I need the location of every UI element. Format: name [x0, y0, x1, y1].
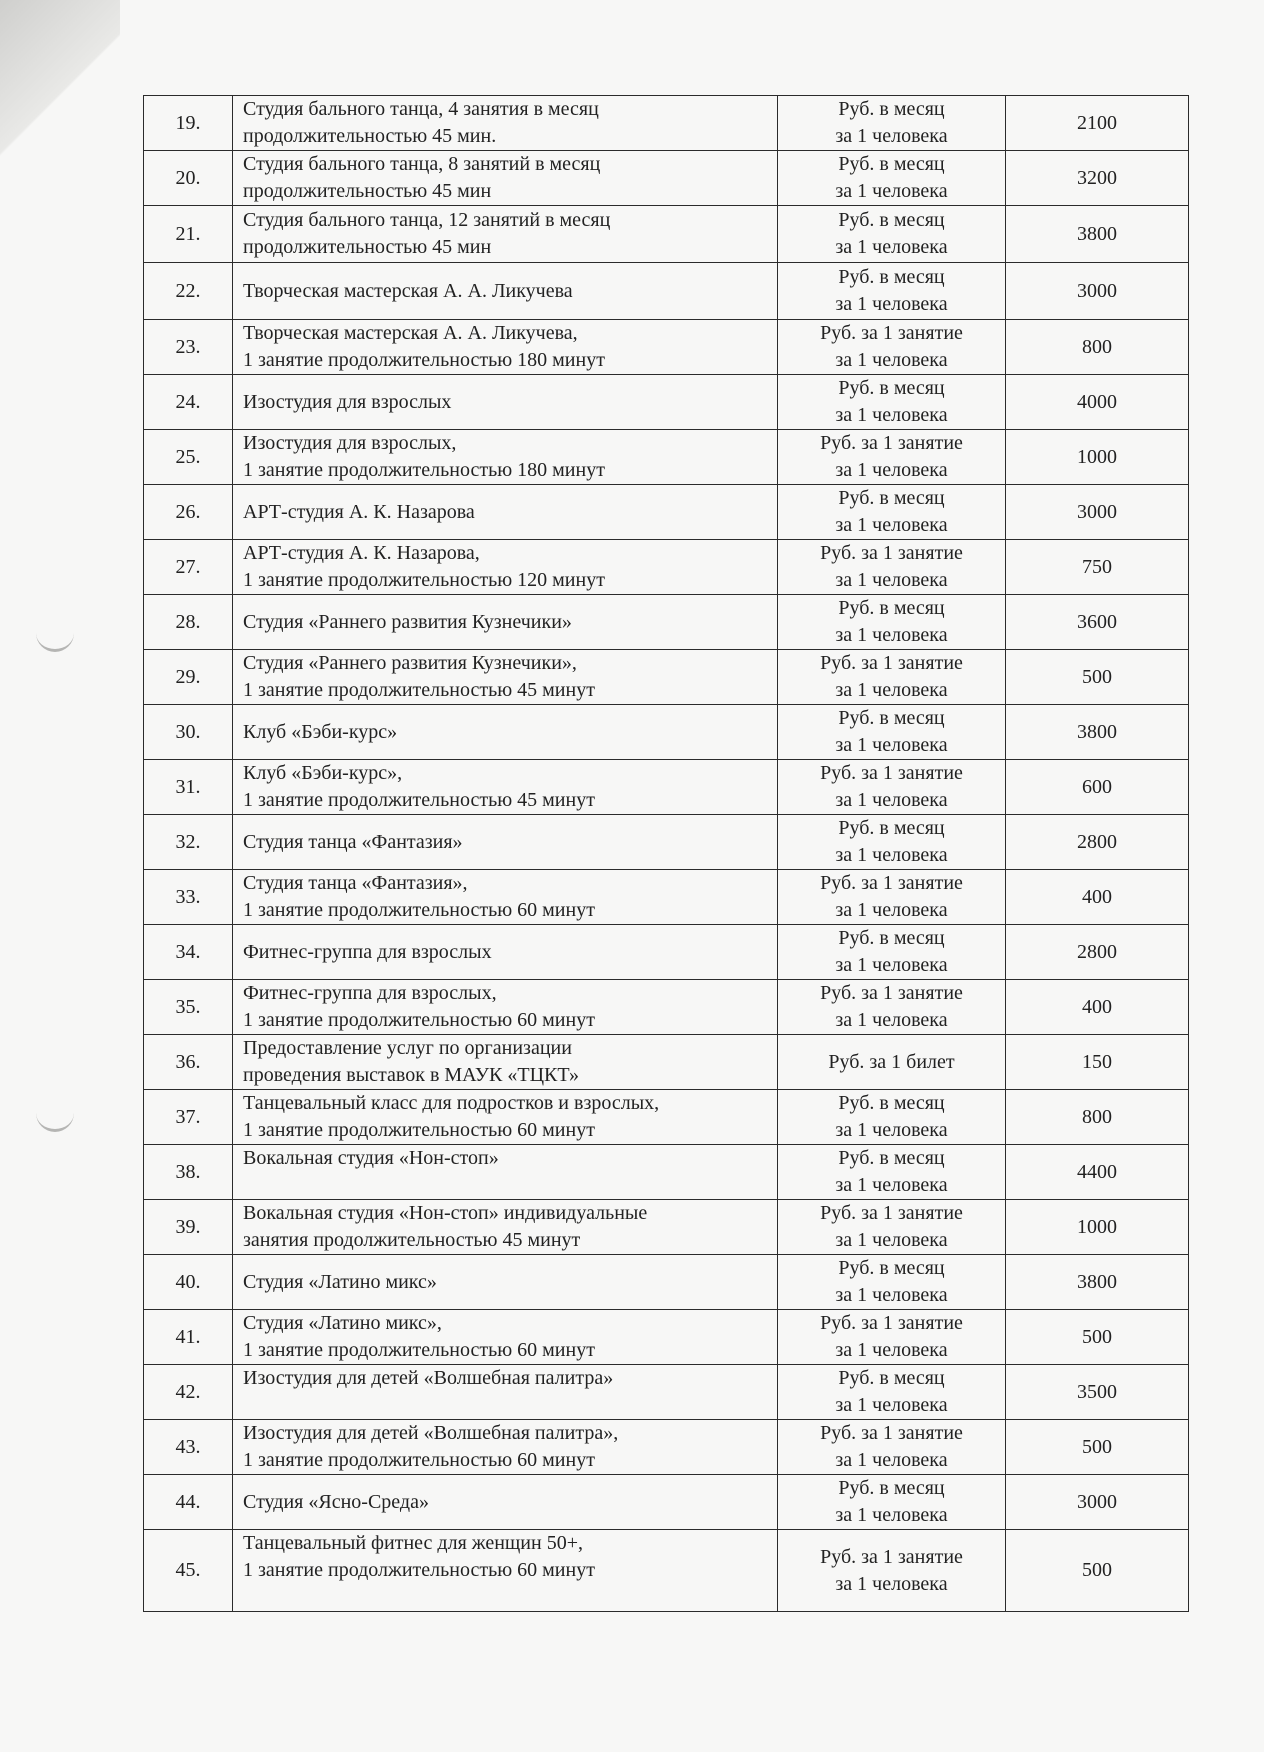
service-name-line: 1 занятие продолжительностью 60 минут	[243, 1009, 595, 1031]
unit-cell	[778, 815, 1006, 870]
unit-line: за 1 человека	[835, 624, 948, 646]
service-name-line: продолжительностью 45 мин.	[243, 125, 497, 147]
unit-cell	[778, 206, 1006, 263]
unit-line: за 1 человека	[835, 1284, 948, 1306]
service-name-cell	[233, 206, 778, 263]
unit-line: за 1 человека	[835, 899, 948, 921]
unit-line: Руб. за 1 занятие	[820, 542, 963, 564]
unit-line: Руб. в месяц	[838, 1477, 945, 1499]
service-name-cell	[233, 1145, 778, 1200]
unit-line: за 1 человека	[835, 1229, 948, 1251]
price-cell: 500	[1006, 1420, 1189, 1475]
row-number: 19.	[144, 96, 233, 151]
row-number: 32.	[144, 815, 233, 870]
price-cell: 400	[1006, 870, 1189, 925]
unit-cell	[778, 1475, 1006, 1530]
service-name-cell	[233, 1310, 778, 1365]
unit-line: Руб. за 1 занятие	[820, 652, 963, 674]
row-number: 24.	[144, 375, 233, 430]
service-name-line: Вокальная студия «Нон-стоп»	[243, 1147, 499, 1169]
table-row	[144, 1365, 1189, 1420]
table-row	[144, 980, 1189, 1035]
service-name-cell	[233, 760, 778, 815]
price-cell: 750	[1006, 540, 1189, 595]
service-name-line: Вокальная студия «Нон-стоп» индивидуальные	[243, 1202, 648, 1224]
service-name-cell	[233, 375, 778, 430]
service-name-line: Клуб «Бэби-курс»,	[243, 762, 403, 784]
unit-line: Руб. за 1 занятие	[820, 432, 963, 454]
price-cell: 400	[1006, 980, 1189, 1035]
service-name-cell	[233, 1090, 778, 1145]
unit-line: за 1 человека	[835, 734, 948, 756]
price-cell: 2800	[1006, 815, 1189, 870]
service-name-line: 1 занятие продолжительностью 45 минут	[243, 789, 595, 811]
unit-cell	[778, 760, 1006, 815]
unit-line: Руб. за 1 билет	[828, 1050, 955, 1073]
service-name-line: Студия танца «Фантазия»	[243, 830, 463, 853]
row-number: 37.	[144, 1090, 233, 1145]
service-name-line: продолжительностью 45 мин	[243, 236, 492, 258]
row-number: 41.	[144, 1310, 233, 1365]
service-name-line: Клуб «Бэби-курс»	[243, 720, 398, 743]
table-row	[144, 870, 1189, 925]
unit-cell	[778, 485, 1006, 540]
price-cell: 1000	[1006, 430, 1189, 485]
unit-line: за 1 человека	[835, 789, 948, 811]
unit-cell	[778, 1310, 1006, 1365]
service-name-cell	[233, 980, 778, 1035]
table-row	[144, 151, 1189, 206]
punch-hole-mark	[36, 625, 74, 652]
service-name-cell	[233, 540, 778, 595]
service-name-line: Изостудия для детей «Волшебная палитра»	[243, 1367, 614, 1389]
table-row	[144, 485, 1189, 540]
unit-line: Руб. в месяц	[838, 597, 945, 619]
price-cell: 3800	[1006, 206, 1189, 263]
unit-line: Руб. в месяц	[838, 1257, 945, 1279]
service-name-cell	[233, 595, 778, 650]
unit-cell	[778, 1365, 1006, 1420]
unit-line: за 1 человека	[835, 349, 948, 371]
price-cell: 4000	[1006, 375, 1189, 430]
unit-line: за 1 человека	[835, 459, 948, 481]
unit-line: за 1 человека	[835, 514, 948, 536]
price-cell: 3500	[1006, 1365, 1189, 1420]
table-row	[144, 595, 1189, 650]
unit-line: Руб. в месяц	[838, 153, 945, 175]
unit-cell	[778, 980, 1006, 1035]
unit-line: за 1 человека	[835, 1174, 948, 1196]
unit-line: за 1 человека	[835, 679, 948, 701]
row-number: 25.	[144, 430, 233, 485]
unit-line: за 1 человека	[835, 1394, 948, 1416]
unit-line: за 1 человека	[835, 1449, 948, 1471]
unit-line: Руб. в месяц	[838, 98, 945, 120]
price-cell: 3000	[1006, 485, 1189, 540]
service-name-line: Изостудия для взрослых,	[243, 432, 457, 454]
service-name-cell	[233, 1365, 778, 1420]
service-name-line: занятия продолжительностью 45 минут	[243, 1229, 581, 1251]
service-name-cell	[233, 1035, 778, 1090]
price-cell: 800	[1006, 320, 1189, 375]
price-cell: 2100	[1006, 96, 1189, 151]
unit-cell	[778, 1090, 1006, 1145]
unit-line: за 1 человека	[835, 404, 948, 426]
price-cell: 150	[1006, 1035, 1189, 1090]
unit-line: Руб. в месяц	[838, 266, 945, 288]
unit-line: Руб. в месяц	[838, 1147, 945, 1169]
table-row	[144, 1090, 1189, 1145]
unit-line: Руб. за 1 занятие	[820, 1545, 963, 1568]
row-number: 20.	[144, 151, 233, 206]
unit-line: Руб. в месяц	[838, 487, 945, 509]
price-table-body	[144, 96, 1189, 1612]
row-number: 45.	[144, 1530, 233, 1612]
service-name-line: АРТ-студия А. К. Назарова,	[243, 542, 480, 564]
table-row	[144, 96, 1189, 151]
row-number: 43.	[144, 1420, 233, 1475]
service-name-line: продолжительностью 45 мин	[243, 180, 492, 202]
price-cell: 4400	[1006, 1145, 1189, 1200]
unit-line: за 1 человека	[835, 954, 948, 976]
table-row	[144, 540, 1189, 595]
service-name-cell	[233, 485, 778, 540]
service-name-line: Изостудия для взрослых	[243, 390, 452, 413]
service-name-line: Предоставление услуг по организации	[243, 1037, 572, 1059]
service-name-line: Студия «Ясно-Среда»	[243, 1490, 429, 1513]
service-name-line: Студия «Раннего развития Кузнечики»,	[243, 652, 577, 674]
row-number: 42.	[144, 1365, 233, 1420]
service-name-cell	[233, 815, 778, 870]
unit-line: Руб. в месяц	[838, 927, 945, 949]
table-row	[144, 1530, 1189, 1612]
service-name-line: Студия бального танца, 8 занятий в месяц	[243, 153, 601, 175]
service-name-line	[243, 1392, 777, 1419]
unit-line: за 1 человека	[835, 569, 948, 591]
price-cell: 2800	[1006, 925, 1189, 980]
service-name-line: Студия бального танца, 12 занятий в месяц	[243, 209, 611, 231]
service-name-line: 1 занятие продолжительностью 60 минут	[243, 1119, 595, 1141]
price-cell: 3200	[1006, 151, 1189, 206]
table-row	[144, 705, 1189, 760]
service-name-cell	[233, 1255, 778, 1310]
row-number: 27.	[144, 540, 233, 595]
service-name-cell	[233, 320, 778, 375]
service-name-cell	[233, 925, 778, 980]
service-name-line: 1 занятие продолжительностью 60 минут	[243, 899, 595, 921]
table-row	[144, 1310, 1189, 1365]
table-row	[144, 263, 1189, 320]
unit-line: за 1 человека	[835, 125, 948, 147]
service-name-line: проведения выставок в МАУК «ТЦКТ»	[243, 1064, 580, 1086]
service-name-cell	[233, 151, 778, 206]
unit-line: Руб. за 1 занятие	[820, 982, 963, 1004]
price-cell: 3000	[1006, 1475, 1189, 1530]
unit-line: Руб. за 1 занятие	[820, 1312, 963, 1334]
table-row	[144, 320, 1189, 375]
service-name-line	[243, 1584, 777, 1611]
unit-line: Руб. за 1 занятие	[820, 762, 963, 784]
unit-cell	[778, 1420, 1006, 1475]
service-name-cell	[233, 705, 778, 760]
price-cell: 3000	[1006, 263, 1189, 320]
price-cell: 800	[1006, 1090, 1189, 1145]
service-name-line: Танцевальный класс для подростков и взрослых,	[243, 1092, 660, 1114]
punch-hole-mark	[36, 1105, 74, 1132]
service-name-line: 1 занятие продолжительностью 180 минут	[243, 349, 605, 371]
table-row	[144, 760, 1189, 815]
table-row	[144, 1035, 1189, 1090]
row-number: 30.	[144, 705, 233, 760]
price-cell: 500	[1006, 650, 1189, 705]
price-cell: 500	[1006, 1310, 1189, 1365]
table-row	[144, 375, 1189, 430]
service-name-line: Студия «Раннего развития Кузнечики»	[243, 610, 572, 633]
unit-cell	[778, 540, 1006, 595]
unit-line: Руб. в месяц	[838, 707, 945, 729]
service-name-cell	[233, 650, 778, 705]
service-name-line: Фитнес-группа для взрослых,	[243, 982, 497, 1004]
row-number: 34.	[144, 925, 233, 980]
service-name-cell	[233, 96, 778, 151]
price-cell: 3800	[1006, 705, 1189, 760]
service-name-line: Творческая мастерская А. А. Ликучева	[243, 279, 573, 302]
service-name-cell	[233, 263, 778, 320]
row-number: 21.	[144, 206, 233, 263]
service-name-line: 1 занятие продолжительностью 60 минут	[243, 1339, 595, 1361]
price-list-page	[143, 95, 1189, 1612]
table-row	[144, 206, 1189, 263]
unit-line: за 1 человека	[835, 844, 948, 866]
unit-cell	[778, 1255, 1006, 1310]
row-number: 40.	[144, 1255, 233, 1310]
row-number: 22.	[144, 263, 233, 320]
table-row	[144, 650, 1189, 705]
unit-cell	[778, 1200, 1006, 1255]
unit-cell	[778, 375, 1006, 430]
unit-cell	[778, 595, 1006, 650]
unit-line: Руб. в месяц	[838, 377, 945, 399]
unit-cell	[778, 430, 1006, 485]
service-name-line: Фитнес-группа для взрослых	[243, 940, 492, 963]
service-name-cell	[233, 1530, 778, 1612]
unit-line: Руб. за 1 занятие	[820, 322, 963, 344]
row-number: 39.	[144, 1200, 233, 1255]
service-name-line: 1 занятие продолжительностью 180 минут	[243, 459, 605, 481]
table-row	[144, 1255, 1189, 1310]
table-row	[144, 925, 1189, 980]
unit-cell	[778, 1035, 1006, 1090]
unit-line: за 1 человека	[835, 1504, 948, 1526]
unit-cell	[778, 705, 1006, 760]
unit-cell	[778, 263, 1006, 320]
service-name-line: Студия «Латино микс»	[243, 1270, 437, 1293]
service-name-cell	[233, 1475, 778, 1530]
row-number: 33.	[144, 870, 233, 925]
row-number: 36.	[144, 1035, 233, 1090]
service-name-line: 1 занятие продолжительностью 120 минут	[243, 569, 605, 591]
service-name-line: 1 занятие продолжительностью 45 минут	[243, 679, 595, 701]
unit-cell	[778, 650, 1006, 705]
unit-line: за 1 человека	[835, 180, 948, 202]
service-name-line: Студия танца «Фантазия»,	[243, 872, 468, 894]
table-row	[144, 815, 1189, 870]
service-name-line: 1 занятие продолжительностью 60 минут	[243, 1559, 595, 1581]
price-cell: 500	[1006, 1530, 1189, 1612]
service-name-cell	[233, 1200, 778, 1255]
row-number: 28.	[144, 595, 233, 650]
row-number: 35.	[144, 980, 233, 1035]
service-name-cell	[233, 430, 778, 485]
unit-line: Руб. за 1 занятие	[820, 1422, 963, 1444]
service-name-cell	[233, 870, 778, 925]
service-name-line: 1 занятие продолжительностью 60 минут	[243, 1449, 595, 1471]
unit-line: Руб. за 1 занятие	[820, 1202, 963, 1224]
row-number: 44.	[144, 1475, 233, 1530]
service-name-cell	[233, 1420, 778, 1475]
unit-cell	[778, 1145, 1006, 1200]
unit-line: за 1 человека	[835, 1119, 948, 1141]
unit-cell	[778, 870, 1006, 925]
unit-line: за 1 человека	[835, 293, 948, 315]
table-row	[144, 1200, 1189, 1255]
service-name-line	[243, 1172, 777, 1199]
table-row	[144, 430, 1189, 485]
service-name-line: Студия бального танца, 4 занятия в месяц	[243, 98, 599, 120]
folded-page-corner	[0, 0, 120, 220]
row-number: 26.	[144, 485, 233, 540]
row-number: 23.	[144, 320, 233, 375]
unit-line: Руб. в месяц	[838, 817, 945, 839]
service-name-line: Танцевальный фитнес для женщин 50+,	[243, 1532, 583, 1554]
unit-line: за 1 человека	[835, 1572, 948, 1595]
table-row	[144, 1475, 1189, 1530]
row-number: 29.	[144, 650, 233, 705]
unit-line: за 1 человека	[835, 1009, 948, 1031]
price-cell: 600	[1006, 760, 1189, 815]
table-row	[144, 1145, 1189, 1200]
unit-line: Руб. в месяц	[838, 1367, 945, 1389]
table-row	[144, 1420, 1189, 1475]
unit-cell	[778, 1530, 1006, 1612]
price-cell: 1000	[1006, 1200, 1189, 1255]
unit-line: за 1 человека	[835, 236, 948, 258]
unit-line: за 1 человека	[835, 1339, 948, 1361]
row-number: 38.	[144, 1145, 233, 1200]
row-number: 31.	[144, 760, 233, 815]
service-name-line: Изостудия для детей «Волшебная палитра»,	[243, 1422, 619, 1444]
price-table	[143, 95, 1189, 1612]
unit-cell	[778, 320, 1006, 375]
service-name-line: Творческая мастерская А. А. Ликучева,	[243, 322, 578, 344]
unit-line: Руб. в месяц	[838, 209, 945, 231]
unit-cell	[778, 96, 1006, 151]
unit-cell	[778, 151, 1006, 206]
price-cell: 3600	[1006, 595, 1189, 650]
price-cell: 3800	[1006, 1255, 1189, 1310]
unit-line: Руб. за 1 занятие	[820, 872, 963, 894]
unit-line: Руб. в месяц	[838, 1092, 945, 1114]
service-name-line: Студия «Латино микс»,	[243, 1312, 442, 1334]
service-name-line: АРТ-студия А. К. Назарова	[243, 500, 475, 523]
unit-cell	[778, 925, 1006, 980]
